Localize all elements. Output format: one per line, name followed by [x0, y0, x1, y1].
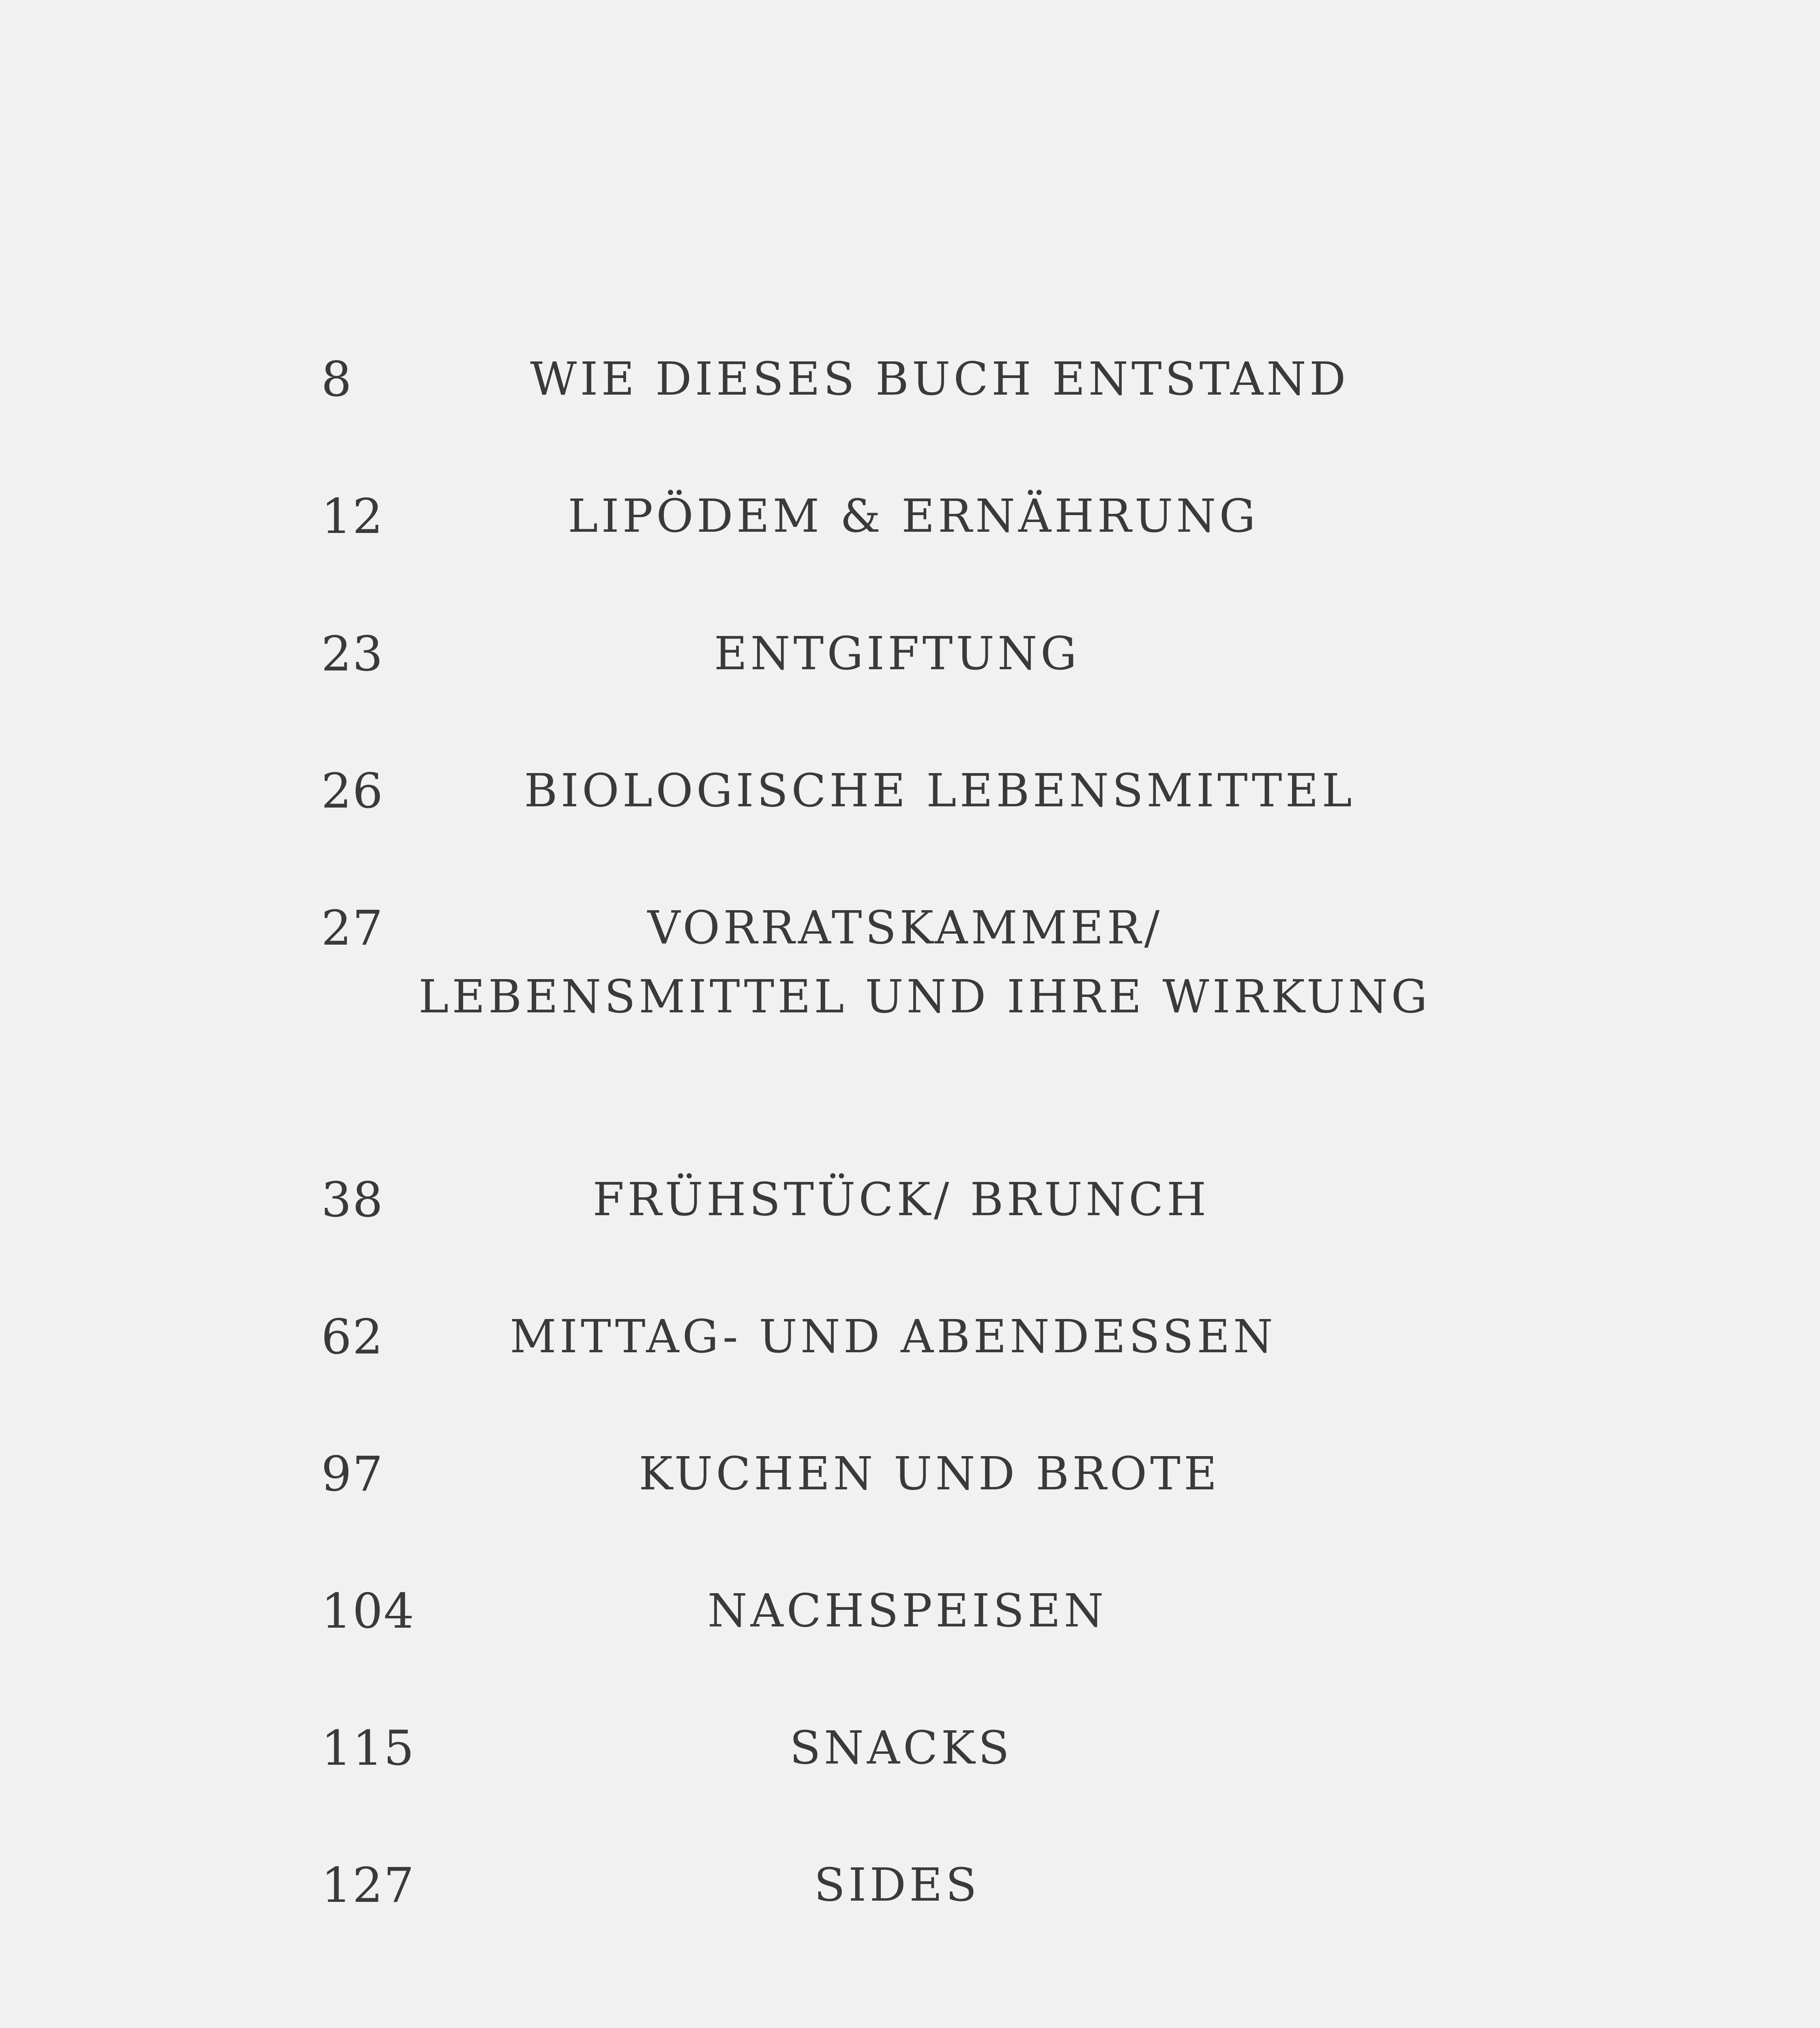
toc-entry[interactable]	[0, 345, 1820, 414]
toc-entry[interactable]	[0, 756, 1820, 825]
toc-entry[interactable]	[0, 619, 1820, 688]
toc-title	[419, 894, 1431, 1031]
toc-page-number: 8	[321, 351, 353, 407]
toc-title: FRÜHSTÜCK/ BRUNCH	[592, 1173, 1210, 1226]
toc-entry[interactable]	[0, 1439, 1820, 1508]
toc-entry[interactable]	[0, 1577, 1820, 1646]
toc-page-number: 26	[321, 763, 384, 819]
toc-page-number: 27	[321, 900, 384, 956]
toc-entry[interactable]	[0, 1714, 1820, 1783]
toc-title-line-1: VORRATSKAMMER/	[647, 902, 1163, 954]
toc-title-line-2: LEBENSMITTEL UND IHRE WIRKUNG	[419, 971, 1431, 1023]
toc-entry[interactable]	[0, 1302, 1820, 1371]
toc-entry[interactable]	[0, 482, 1820, 551]
toc-page-number: 38	[321, 1172, 384, 1228]
toc-title: KUCHEN UND BROTE	[639, 1448, 1220, 1500]
toc-title: BIOLOGISCHE LEBENSMITTEL	[524, 765, 1355, 817]
toc-page-number: 62	[321, 1309, 384, 1365]
toc-title: LIPÖDEM & ERNÄHRUNG	[568, 490, 1259, 543]
toc-title: SNACKS	[790, 1722, 1013, 1774]
toc-title: ENTGIFTUNG	[714, 627, 1080, 680]
toc-entry[interactable]	[0, 1165, 1820, 1234]
toc-entry[interactable]	[0, 894, 1820, 1031]
toc-page-number: 115	[321, 1720, 415, 1776]
toc-page-number: 23	[321, 626, 384, 682]
toc-entry[interactable]	[0, 1851, 1820, 1920]
toc-title: WIE DIESES BUCH ENTSTAND	[530, 353, 1349, 406]
toc-page-number: 97	[321, 1446, 384, 1502]
toc-title: SIDES	[814, 1859, 980, 1912]
toc-title: NACHSPEISEN	[707, 1585, 1107, 1637]
toc-page-number: 127	[321, 1857, 415, 1913]
toc-title: MITTAG- UND ABENDESSEN	[510, 1310, 1276, 1363]
toc-page-number: 12	[321, 488, 384, 544]
toc-page-number: 104	[321, 1583, 415, 1639]
